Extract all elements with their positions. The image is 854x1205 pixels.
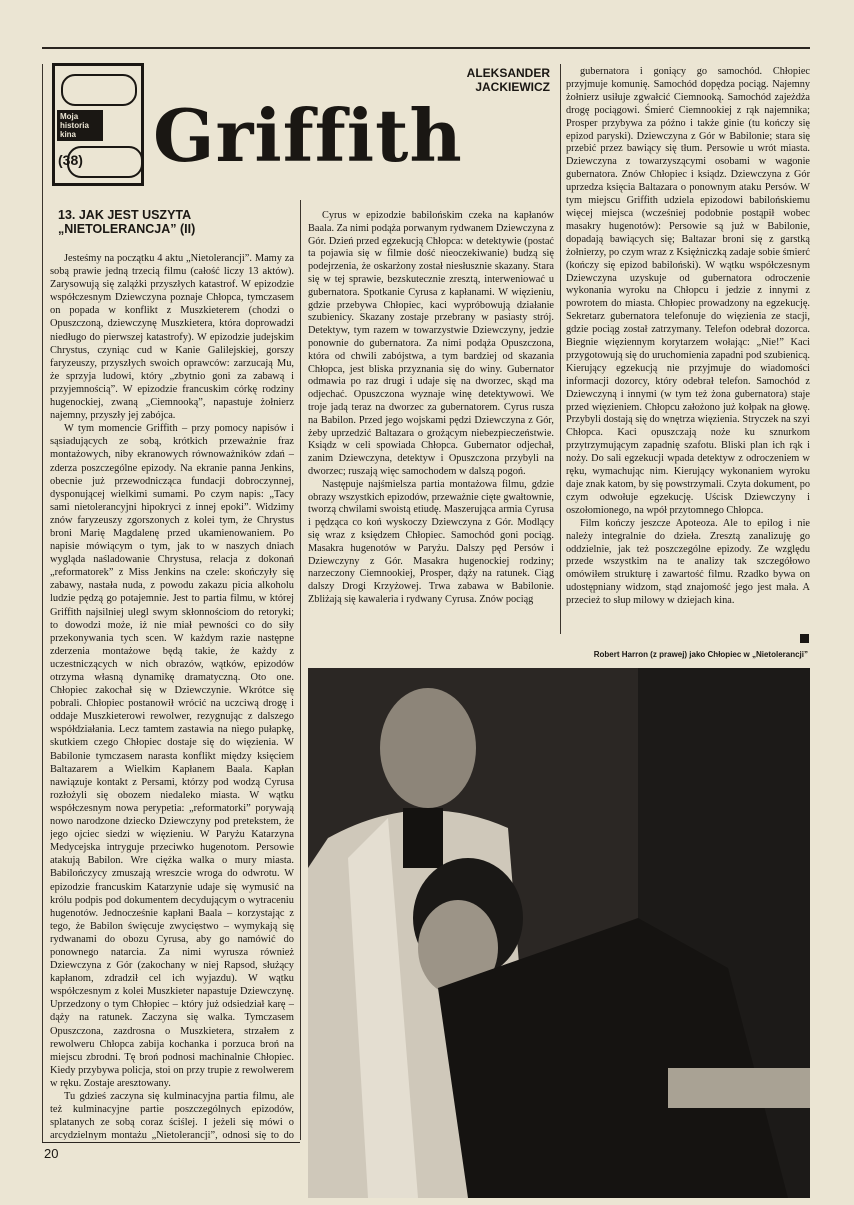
- text-column-2: [308, 210, 554, 662]
- paragraph: W tym momencie Griffith – przy pomocy napisów i sąsiadujących ze sobą, krótkich przeważnie fraz montażowych, niby ekranowych równoważników zdań – zderza poszczególne epizody. Na ekranie panna Jenkins, obecnie już przewodnicząca fundacji dobroczynnej, dysponującej wielkimi sumami. Po czym napis: „Tacy sami nietolerancyjni hipokryci z innej epoki”. Widzimy znów faryzeuszy zgorszonych z kolei tym, że Chrystus broni Marię Magdalenę przed ukamienowaniem. Po napisie mówiącym o tym, jak to w naszych dniach wygląda naśladowanie Chrystusa, relacja z dokonań „reformatorek” z Miss Jenkins na czele: skończyły się zabawy, nastała nuda, z powodu zakazu picia alkoholu ludzie pędzą go potajemnie. Jest to partia filmu, w której Griffith najsilniej ulegl swym skłonnościom do retoryki; to dowodzi może, iż nie miał pewności co do siły przekonywania tych scen. W każdym razie następne zderzenia montażowe będą takie, że każdy z uczestniczących w nich obrazów, wątków, epizodów otrzyma własną dynamikę dramatyczną. Oto one. Chłopiec zakochał się w Dziewczynie. Wkrótce się pobrali. Chłopiec postanowił wrócić na uczciwą drogę i oddaje Muszkieterowi rewolwer, rezygnując z dalszego współdziałania. Lecz tamtem zastawia na niego pułapkę, skutkiem czego Chłopiec dostaje się do więzienia. W Babilonie tymczasem narasta konflikt między księciem Baltazarem a Wielkim Kapłanem Baala. Kapłan nawiązuje kontakt z Persami, którzy pod wodzą Cyrusa rozłożyli się obozem niedaleko miasta. W wątku współczesnym nowa perypetia: „reformatorki” porywają nowo narodzone dziecko Dziewczyny pod pretekstem, że jego ojciec siedzi w więzieniu. W Paryżu Katarzyna Medycejska intryguje przeciwko hugenotom. Persowie atakują Babilon. Wre ciężka walka o mury miasta. Babilończycy zmuszają wreszcie wroga do odwrotu. W epizodzie francuskim Katarzynie udaje się wymusić na królu podpis pod dokumentem decydującym o wytraceniu hugenotów. Jednocześnie kapłani Baala – korzystając z tego, że Babilon święcuje zwycięstwo – wymykają się rydwanami do obozu Cyrusa, aby go namówić do ponownego natarcia. Za nimi wyrusza również Dziewczyna z Gór (zakochany w niej Rapsod, służący kapłanom, zdradził cel ich wyjazdu). W wątku współczesnym z kolei Muszkieter napastuje Dziewczynę. Uprzedzony o tym Chłopiec – który już odsiedział karę – dąży na ratunek. Zaczyna się walka. Tymczasem Opuszczona, zazdrosna o Muszkietera, strzałem z rewolweru Chłopca zabija kochanka i porzuca broń na miejscu zbrodni. Tę broń podnosi machinalnie Chłopiec. Kiedy przybywa policja, stoi on przy trupie z rewolwerem w ręku. Zostaje aresztowany.: [50, 423, 294, 1089]
- hand-shape-top: [61, 74, 137, 106]
- text-column-1: [50, 252, 294, 1140]
- paragraph: Tu gdzieś zaczyna się kulminacyjna partia filmu, ale też kulminacyjne partie poszczególnych epizodów, splatanych ze sobą coraz ściślej. I jeżeli się mówi o arcydzielnym montażu „Nietolerancji”, odnosi się to do: [50, 1091, 294, 1140]
- bottom-rule: [42, 1142, 300, 1143]
- article-title: Griffith: [153, 93, 463, 178]
- page-number: 20: [44, 1146, 59, 1161]
- column-divider-1: [300, 200, 301, 1140]
- film-still-photo: [308, 668, 810, 1198]
- left-border: [42, 64, 43, 1142]
- paragraph: Film kończy jeszcze Apoteoza. Ale to epilog i nie należy integralnie do dzieła. Zresztą zanalizuję go oddzielnie, jak też poszczególne epizody. Ze względu przede wszystkim na te analizy tak szczegółowo omówiłem strukturę i zawartość filmu. Rzadko bywa on udostępniany widzom, stąd znajomość jego jest mała. A przecież to słup milowy w dziejach kina.: [566, 517, 810, 607]
- film-still-illustration: [308, 668, 810, 1198]
- paragraph: gubernatora i goniący go samochód. Chłopiec przyjmuje komunię. Samochód dopędza pociąg. Najemny żołnierz usiłuje zgwałcić Ciemnooką. Samochód zajeżdża drogę pociągowi. Śmierć Ciemnookiej z rąk najemnika; Prosper przybywa za późno i także ginie (tu kończy się epizod paryski). Dziewczyna z Gór w Babilonie; stara się przebić przez bawiący się tłum. Persowie u wrót miasta. Dziewczyna z towarzyszącymi osobami w wagonie gubernatora. Znów Chłopiec i ksiądz. Dziewczyna z Gór uprzedza księcia Baltazara o ponownym ataku Persów. W tym miejscu Griffith udziela epizodowi babilońskiemu więcej miejsca (wcześniej podobnie postąpił wobec masakry hugenotów): Persowie są już w Babilonie, dopadają bawiących się; Baltazar broni się z garstką żołnierzy, po czym wraz z Księżniczką zadaje sobie śmierć (kończy się epizod babiloński). W wątku współczesnym Dziewczyna uzyskuje od gubernatora odroczenie wykonania wyroku na Chłopcu i jedzie z innymi z powrotem do miasta. Chłopiec prowadzony na egzekucję. Sekretarz gubernatora telefonuje do więzienia ze stacji, gdzie pociąg został zatrzymany. Telefon odebrał dozorca. Biegnie więziennym korytarzem wołając: „Nie!” Kaci przygotowują się do uruchomienia zapadni pod szubienicą. Kierujący egzekucją nie przyjmuje do wiadomości informacji dozorcy, który odebrał telefon. Samochód z Dziewczyną i innymi (w tym też żona gubernatora) staje przed więzieniem. Chłopcu założono już kołpak na głowę. Przybyli dostają się do wnętrza więzienia. Stryczek na szyi Chłopca. Kaci opuszczają noże ku sznurkom przytrzymującym zapadnię szafotu. Bliski plan ich rąk i noży. Do sali egzekucji wpada detektyw z odroczeniem w ręku, wymachując nim. Kierujący wykonaniem wyroku daje znak katom, by się powstrzymali. Czyta dokument, po czym odwołuje egzekucję. Uścisk Dziewczyny i oszołomionego, na wpół przytomnego Chłopca.: [566, 66, 810, 516]
- author-first-name: ALEKSANDER: [466, 66, 550, 80]
- column-divider-2: [560, 64, 561, 634]
- photo-caption: Robert Harron (z prawej) jako Chłopiec w „Nietolerancji”: [593, 650, 808, 659]
- top-rule: [42, 47, 810, 49]
- article-end-mark: [800, 634, 809, 643]
- paragraph: Cyrus w epizodzie babilońskim czeka na kapłanów Baala. Za nimi podąża porwanym rydwanem Dziewczyna z Gór. Dzień przed egzekucją Chłopca: w detektywie (postać ta pojawia się w filmie dość nieoczekiwanie) budzą się podejrzenia, że oskarżony został niesłusznie skazany. Stara się w tej sprawie, bezskutecznie zresztą, interweniować u gubernatora. Spotkanie Cyrusa z kapłanami. W więzieniu, gdzie przebywa Chłopiec, kaci wypróbowują działanie szubienicy. Skazany zostaje przebrany w pasiasty strój. Detektyw, tym razem w towarzystwie Dziewczyny, jedzie ponownie do gubernatora. Za nimi podąża Opuszczona, która od chwili zabójstwa, a tym bardziej od skazania Chłopca, jest bliska przyznania się do winy. Gubernator odmawia po raz drugi i udaje się na dworzec, skąd ma odjechać. Opuszczona wyznaje winę detektywowi. We troje jadą teraz na dworzec za gubernatorem. Cyrus rusza na Babilon. Przed jego wojskami pędzi Dziewczyna z Gór, żeby uprzedzić Baltazara o grożącym niebezpieczeństwie. Ksiądz w celi spowiada Chłopca. Gubernator odjechał, zanim Dziewczyna, detektyw i Opuszczona przybyli na dworzec; ruszają więc samochodem w dalszą pogoń.: [308, 210, 554, 477]
- paragraph: Jesteśmy na początku 4 aktu „Nietolerancji”. Mamy za sobą prawie jedną trzecią filmu (całość liczy 13 aktów). Zarysowują się zalążki przyszłych katastrof. W epizodzie współczesnym Dziewczyna poznaje Chłopca, tymczasem on popada w konflikt z Muszkieterem (chodzi o Opuszczoną, dziewczynę Muszkietera, która doprowadzi niedługo do pierwszej katastrofy). W epizodzie judejskim Chrystus, czyniąc cud w Kanie Galilejskiej, gorszy faryzeuszy, przyszłych swoich oprawców: zarzucają Mu, że sprzyja ludowi, który „zbytnio goni za zabawą i przyjemnością”. W epizodzie francuskim córkę rodziny hugenockiej, zwaną „Ciemnooką”, napastuje żołnierz najemny, przyszły jej zabójca.: [50, 253, 294, 422]
- author-name: [420, 66, 550, 94]
- author-last-name: JACKIEWICZ: [475, 80, 550, 94]
- section-heading: 13. JAK JEST USZYTA „NIETOLERANCJA” (II): [58, 208, 196, 236]
- text-column-3: [566, 66, 810, 632]
- series-logo-label: Moja historia kina: [57, 110, 103, 141]
- paragraph: Następuje najśmielsza partia montażowa filmu, gdzie obrazy wszystkich epizodów, przeważnie cięte gwałtownie, tworzą chwilami swoistą etiudę. Maszerująca armia Cyrusa i pędząca co koń wyskoczy Dziewczyna z Gór. Modlący się wraz z księdzem Chłopiec. Samochód goni pociąg. Masakra hugenotów w Paryżu. Dalszy pęd Persów i Dziewczyny z Gór. Masakra hugenockiej rodziny; narzeczony Ciemnookiej, Prosper, dąży na ratunek. Ciąg dalszy Drogi Krzyżowej. Trwa zabawa w Babilonie. Zbliżają się kawaleria i rydwany Cyrusa. Znów pociąg: [308, 478, 554, 605]
- series-number: (38): [58, 152, 83, 168]
